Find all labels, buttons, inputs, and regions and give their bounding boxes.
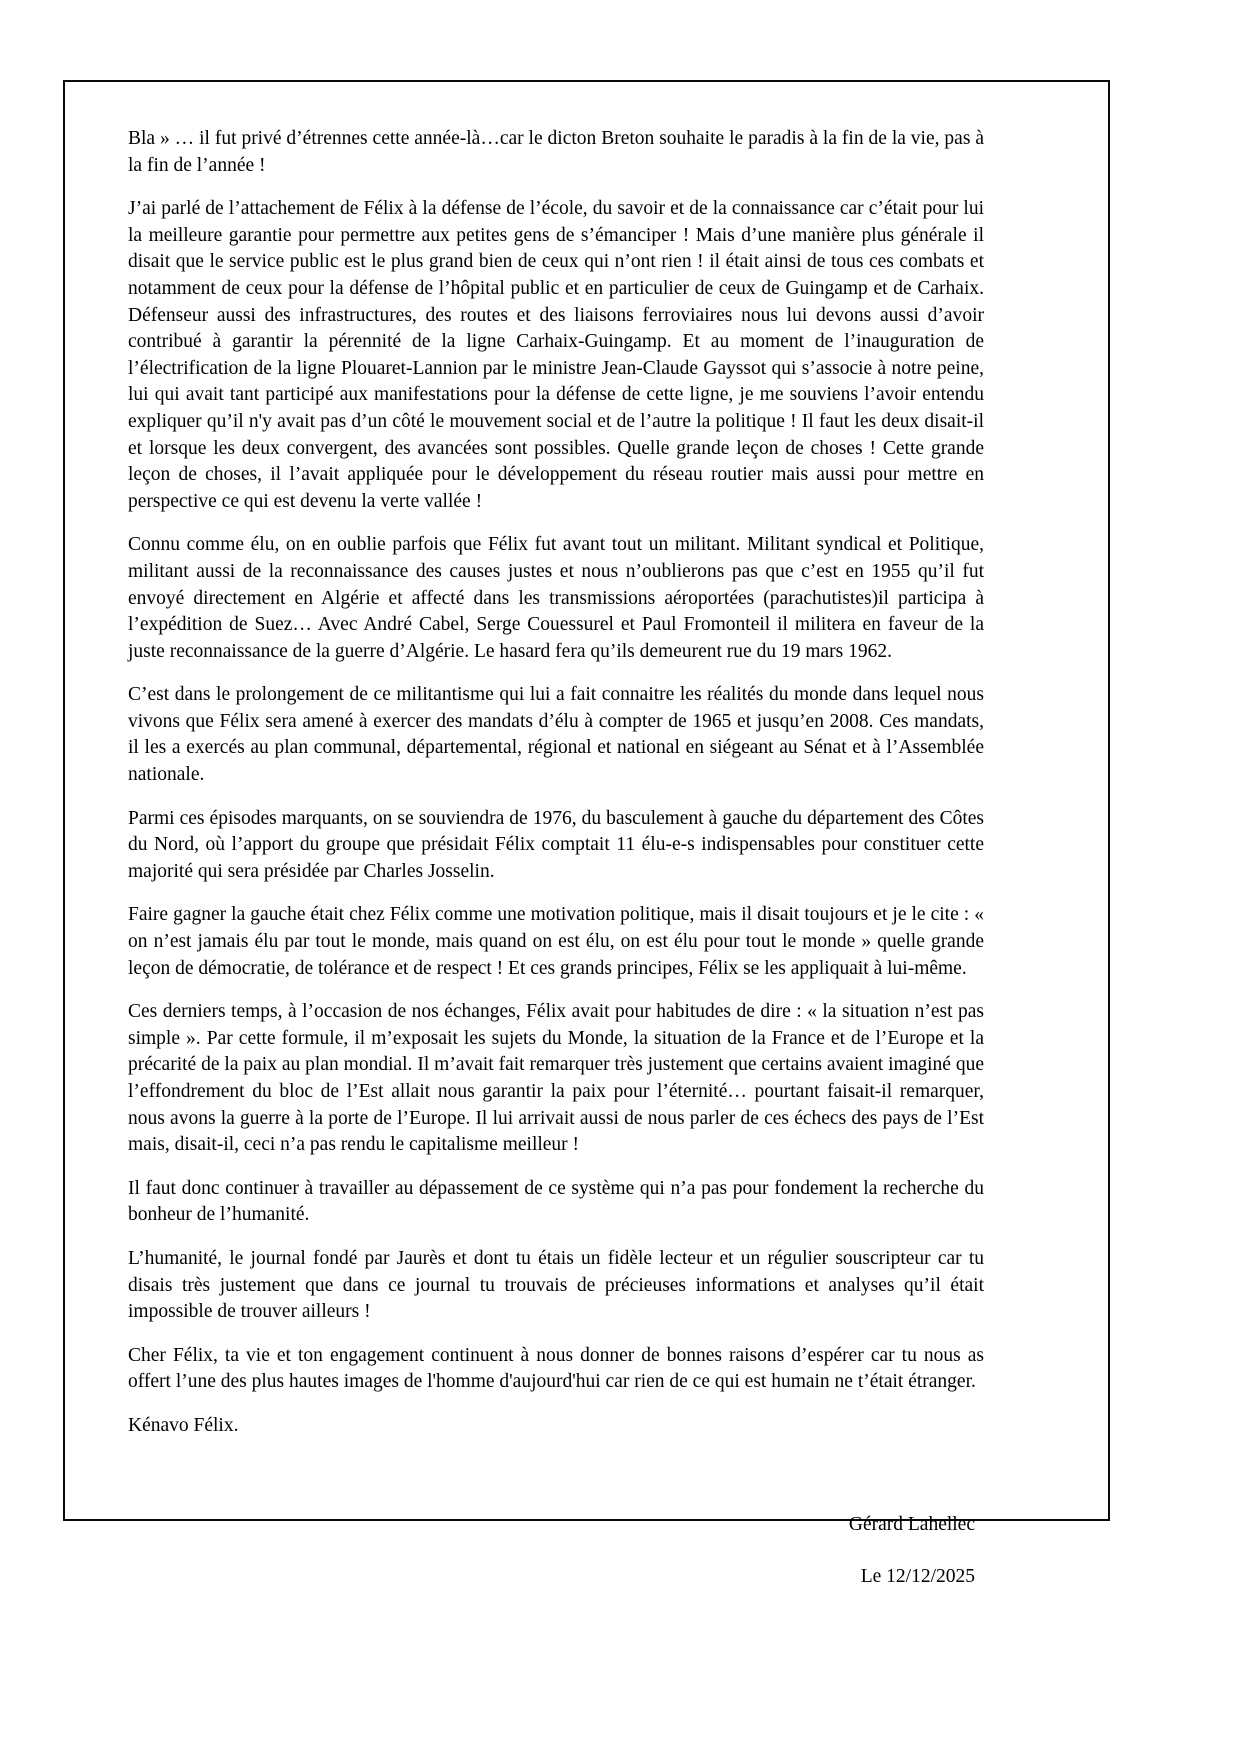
paragraph: Connu comme élu, on en oublie parfois que Félix fut avant tout un militant. Militant syndical et Politique, militant aussi de la reconnaissance des causes justes et nous n’oublierons pas que c’est en 1955 qu’il fut envoyé directement en Algérie et affecté dans les transmissions aéroportées (parachutistes)il participa à l’expédition de Suez… Avec André Cabel, Serge Couessurel et Paul Fromonteil il militera en faveur de la juste reconnaissance de la guerre d’Algérie. Le hasard fera qu’ils demeurent rue du 19 mars 1962. <box>128 534 984 662</box>
paragraph: Bla » … il fut privé d’étrennes cette année-là…car le dicton Breton souhaite le paradis à la fin de la vie, pas à la fin de l’année ! <box>128 128 984 176</box>
paragraph: L’humanité, le journal fondé par Jaurès et dont tu étais un fidèle lecteur et un régulier souscripteur car tu disais très justement que dans ce journal tu trouvais de précieuses informations et analyses qu’il était impossible de trouver ailleurs ! <box>128 1247 984 1323</box>
signature-date: Le 12/12/2025 <box>860 1566 975 1588</box>
paragraph: Parmi ces épisodes marquants, on se souviendra de 1976, du basculement à gauche du département des Côtes du Nord, où l’apport du groupe que présidait Félix comptait 11 élu-e-s indispensables pour constituer cette majorité qui sera présidée par Charles Josselin. <box>128 807 984 882</box>
paragraph: Ces derniers temps, à l’occasion de nos échanges, Félix avait pour habitudes de dire : « la situation n’est pas simple ». Par cette formule, il m’exposait les sujets du Monde, la situation de la France et de l’Europe et la précarité de la paix au plan mondial. Il m’avait fait remarquer très justement que certains avaient imaginé que l’effondrement du bloc de l’Est allait nous garantir la paix pour l’éternité… pourtant faisait-il remarquer, nous avons la guerre à la porte de l’Europe. Il lui arrivait aussi de nous parler de ces échecs des pays de l’Est mais, disait-il, ceci n’a pas rendu le capitalisme meilleur ! <box>128 1001 984 1156</box>
paragraph: J’ai parlé de l’attachement de Félix à la défense de l’école, du savoir et de la connaissance car c’était pour lui la meilleure garantie pour permettre aux petites gens de s’émanciper ! Mais d’une manière plus générale il disait que le service public est le plus grand bien de ceux qui n’ont rien ! il était ainsi de tous ces combats et notamment de ceux pour la défense de l’hôpital public et en particulier de ceux de Guingamp et de Carhaix. Défenseur aussi des infrastructures, des routes et des liaisons ferroviaires nous lui devons aussi d’avoir contribué à garantir la pérennité de la ligne Carhaix-Guingamp. Et au moment de l’inauguration de l’électrification de la ligne Plouaret-Lannion par le ministre Jean-Claude Gayssot qui s’associe à notre peine, lui qui avait tant participé aux manifestations pour la défense de cette ligne, je me souviens l’avoir entendu expliquer qu’il n'y avait pas d’un côté le mouvement social et de l’autre la politique ! Il faut les deux disait-il et lorsque les deux convergent, des avancées sont possibles. Quelle grande leçon de choses ! Cette grande leçon de choses, il l’avait appliquée pour le développement du réseau routier mais aussi pour mettre en perspective ce qui est devenu la verte vallée ! <box>128 198 984 512</box>
paragraph: C’est dans le prolongement de ce militantisme qui lui a fait connaitre les réalités du monde dans lequel nous vivons que Félix sera amené à exercer des mandats d’élu à compter de 1965 et jusqu’en 2008. Ces mandats, il les a exercés au plan communal, départemental, régional et national en siégeant au Sénat et à l’Assemblée nationale. <box>128 684 984 786</box>
paragraph: Faire gagner la gauche était chez Félix comme une motivation politique, mais il disait toujours et je le cite : « on n’est jamais élu par tout le monde, mais quand on est élu, on est élu pour tout le monde » quelle grande leçon de démocratie, de tolérance et de respect ! Et ces grands principes, Félix se les appliquait à lui-même. <box>128 904 984 979</box>
letter-body <box>128 126 984 1591</box>
signature-block <box>128 1512 984 1591</box>
closing-salutation: Kénavo Félix. <box>128 1414 239 1436</box>
paragraph: Il faut donc continuer à travailler au dépassement de ce système qui n’a pas pour fondement la recherche du bonheur de l’humanité. <box>128 1177 984 1226</box>
paragraph: Cher Félix, ta vie et ton engagement continuent à nous donner de bonnes raisons d’espérer car tu nous as offert l’une des plus hautes images de l'homme d'aujourd'hui car rien de ce qui est humain ne t’était étranger. <box>128 1344 984 1393</box>
signature-name: Gérard Lahellec <box>848 1513 975 1535</box>
